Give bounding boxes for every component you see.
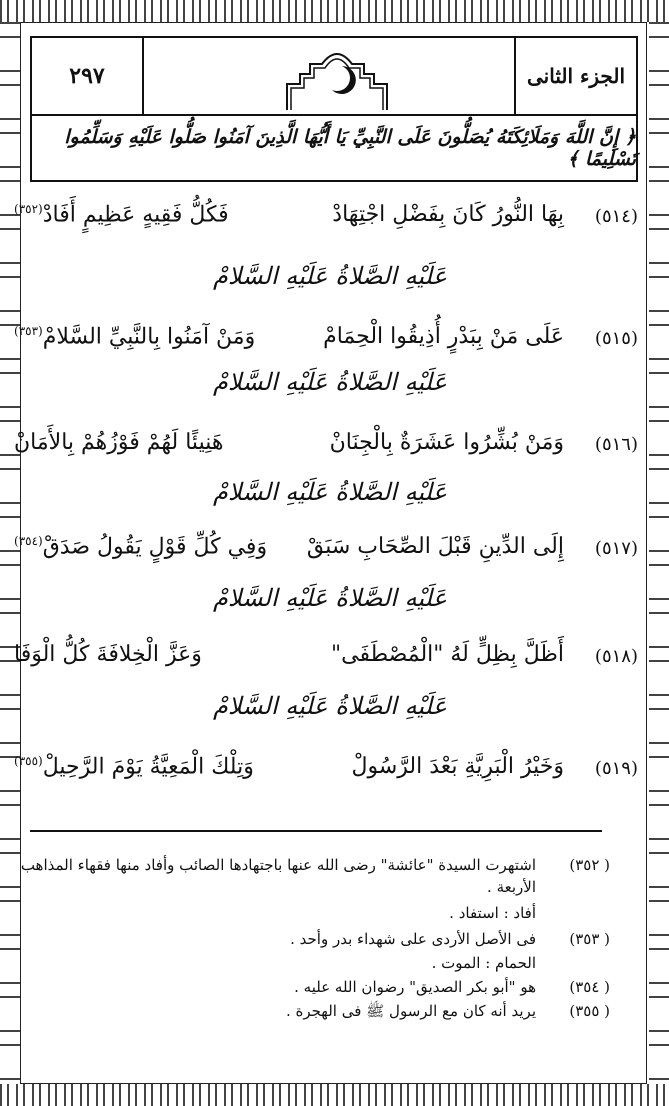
refrain: عَلَيْهِ الصَّلاةُ عَلَيْهِ السَّلامْ <box>213 692 447 720</box>
footnote-number: ( ٣٥٤) <box>569 978 610 996</box>
poem-line <box>14 200 644 240</box>
verse-number: (٥١٩) <box>594 758 638 779</box>
second-hemistich: وَمَنْ آمَنُوا بِالنَّبِيِّ السَّلامْ$^{(٣٥٣)}$ <box>14 324 256 350</box>
footnote <box>30 878 610 896</box>
footnote-divider <box>30 830 602 832</box>
refrain: عَلَيْهِ الصَّلاةُ عَلَيْهِ السَّلامْ <box>213 478 447 506</box>
second-hemistich: وَفِي كُلِّ قَوْلٍ يَقُولُ صَدَقْ$^{(٣٥٤)}$ <box>14 534 268 560</box>
quran-verse: ﴿ إِنَّ اللَّهَ وَمَلَائِكَتَهُ يُصَلُّونَ عَلَى النَّبِيِّ يَا أَيُّهَا الَّذِينَ آمَنُوا صَلُّوا عَلَيْهِ وَسَلِّمُوا تَسْلِيمًا ﴾ <box>64 126 636 170</box>
footnote <box>30 930 610 948</box>
header-row <box>32 38 636 116</box>
footnote <box>30 904 610 922</box>
footnote-text: فى الأصل الأردى على شهداء بدر وأحد . <box>290 930 536 948</box>
footnote-number: ( ٣٥٥) <box>569 1002 610 1020</box>
crescent-dome-icon <box>282 44 392 110</box>
footnote <box>30 954 610 972</box>
footnote <box>30 978 610 996</box>
second-hemistich: وَتِلْكَ الْمَعِيَّةُ يَوْمَ الرَّحِيلْ$^{(٣٥٥)}$ <box>14 754 254 780</box>
first-hemistich: وَخَيْرُ الْبَرِيَّةِ بَعْدَ الرَّسُولْ <box>351 754 564 779</box>
poem-line <box>14 532 644 572</box>
refrain: عَلَيْهِ الصَّلاةُ عَلَيْهِ السَّلامْ <box>213 584 447 612</box>
footnote-ref: (٣٥٣) <box>14 324 43 338</box>
refrain: عَلَيْهِ الصَّلاةُ عَلَيْهِ السَّلامْ <box>213 262 447 290</box>
verse-number: (٥١٧) <box>594 538 638 559</box>
footnote-ref: (٣٥٥) <box>14 754 43 768</box>
second-hemistich: وَعَزَّ الْخِلافَةَ كُلُّ الْوَفَا <box>14 642 202 667</box>
poem-line <box>14 428 644 468</box>
part-title: الجزء الثانى <box>514 38 636 114</box>
footnote-text: أفاد : استفاد . <box>449 904 536 922</box>
footnote-number: ( ٣٥٢) <box>569 856 610 874</box>
verse-number: (٥١٥) <box>594 328 638 349</box>
first-hemistich: وَمَنْ بُشِّرُوا عَشَرَةٌ بِالْجِنَانْ <box>329 430 564 455</box>
footnote-text: الأربعة . <box>487 878 536 896</box>
footnote-ref: (٣٥٤) <box>14 534 43 548</box>
ornamental-border-right <box>649 22 669 1084</box>
page-number: ٢٩٧ <box>32 38 144 114</box>
verse-number: (٥١٦) <box>594 434 638 455</box>
first-hemistich: عَلَى مَنْ بِبَدْرٍ أُذِيقُوا الْحِمَامْ <box>323 324 564 349</box>
footnote-text: اشتهرت السيدة "عائشة" رضى الله عنها باجتهادها الصائب وأفاد منها فقهاء المذاهب <box>20 856 536 874</box>
poem-line <box>14 640 644 680</box>
poem-line <box>14 752 644 792</box>
footnote-text: يريد أنه كان مع الرسول ﷺ فى الهجرة . <box>285 1002 536 1020</box>
refrain: عَلَيْهِ الصَّلاةُ عَلَيْهِ السَّلامْ <box>213 368 447 396</box>
first-hemistich: أَظَلَّ بِظِلٍّ لَهُ "الْمُصْطَفَى" <box>331 642 564 667</box>
ornamental-border-bottom <box>0 1084 669 1106</box>
ornamental-border-top <box>0 0 669 22</box>
verse-number: (٥١٤) <box>594 206 638 227</box>
poem-line <box>14 322 644 362</box>
footnote <box>30 1002 610 1024</box>
footnote-text: الحمام : الموت . <box>431 954 536 972</box>
footnote-number: ( ٣٥٣) <box>569 930 610 948</box>
first-hemistich: بِهَا النُّورُ كَانَ بِفَضْلِ اجْتِهَادْ <box>332 202 564 227</box>
page-header <box>30 36 638 182</box>
first-hemistich: إِلَى الدِّينِ قَبْلَ الصِّحَابِ سَبَقْ <box>306 534 564 559</box>
footnote-ref: (٣٥٢) <box>14 202 43 216</box>
verse-number: (٥١٨) <box>594 646 638 667</box>
second-hemistich: هَنِيئًا لَهُمْ فَوْزُهُمْ بِالأَمَانْ <box>14 430 224 455</box>
footnote <box>20 856 610 874</box>
second-hemistich: فَكُلُّ فَقِيهٍ عَظِيمٍ أَفَادْ$^{(٣٥٢)}$ <box>14 202 229 228</box>
footnote-text: هو "أبو بكر الصديق" رضوان الله عليه . <box>294 978 536 996</box>
